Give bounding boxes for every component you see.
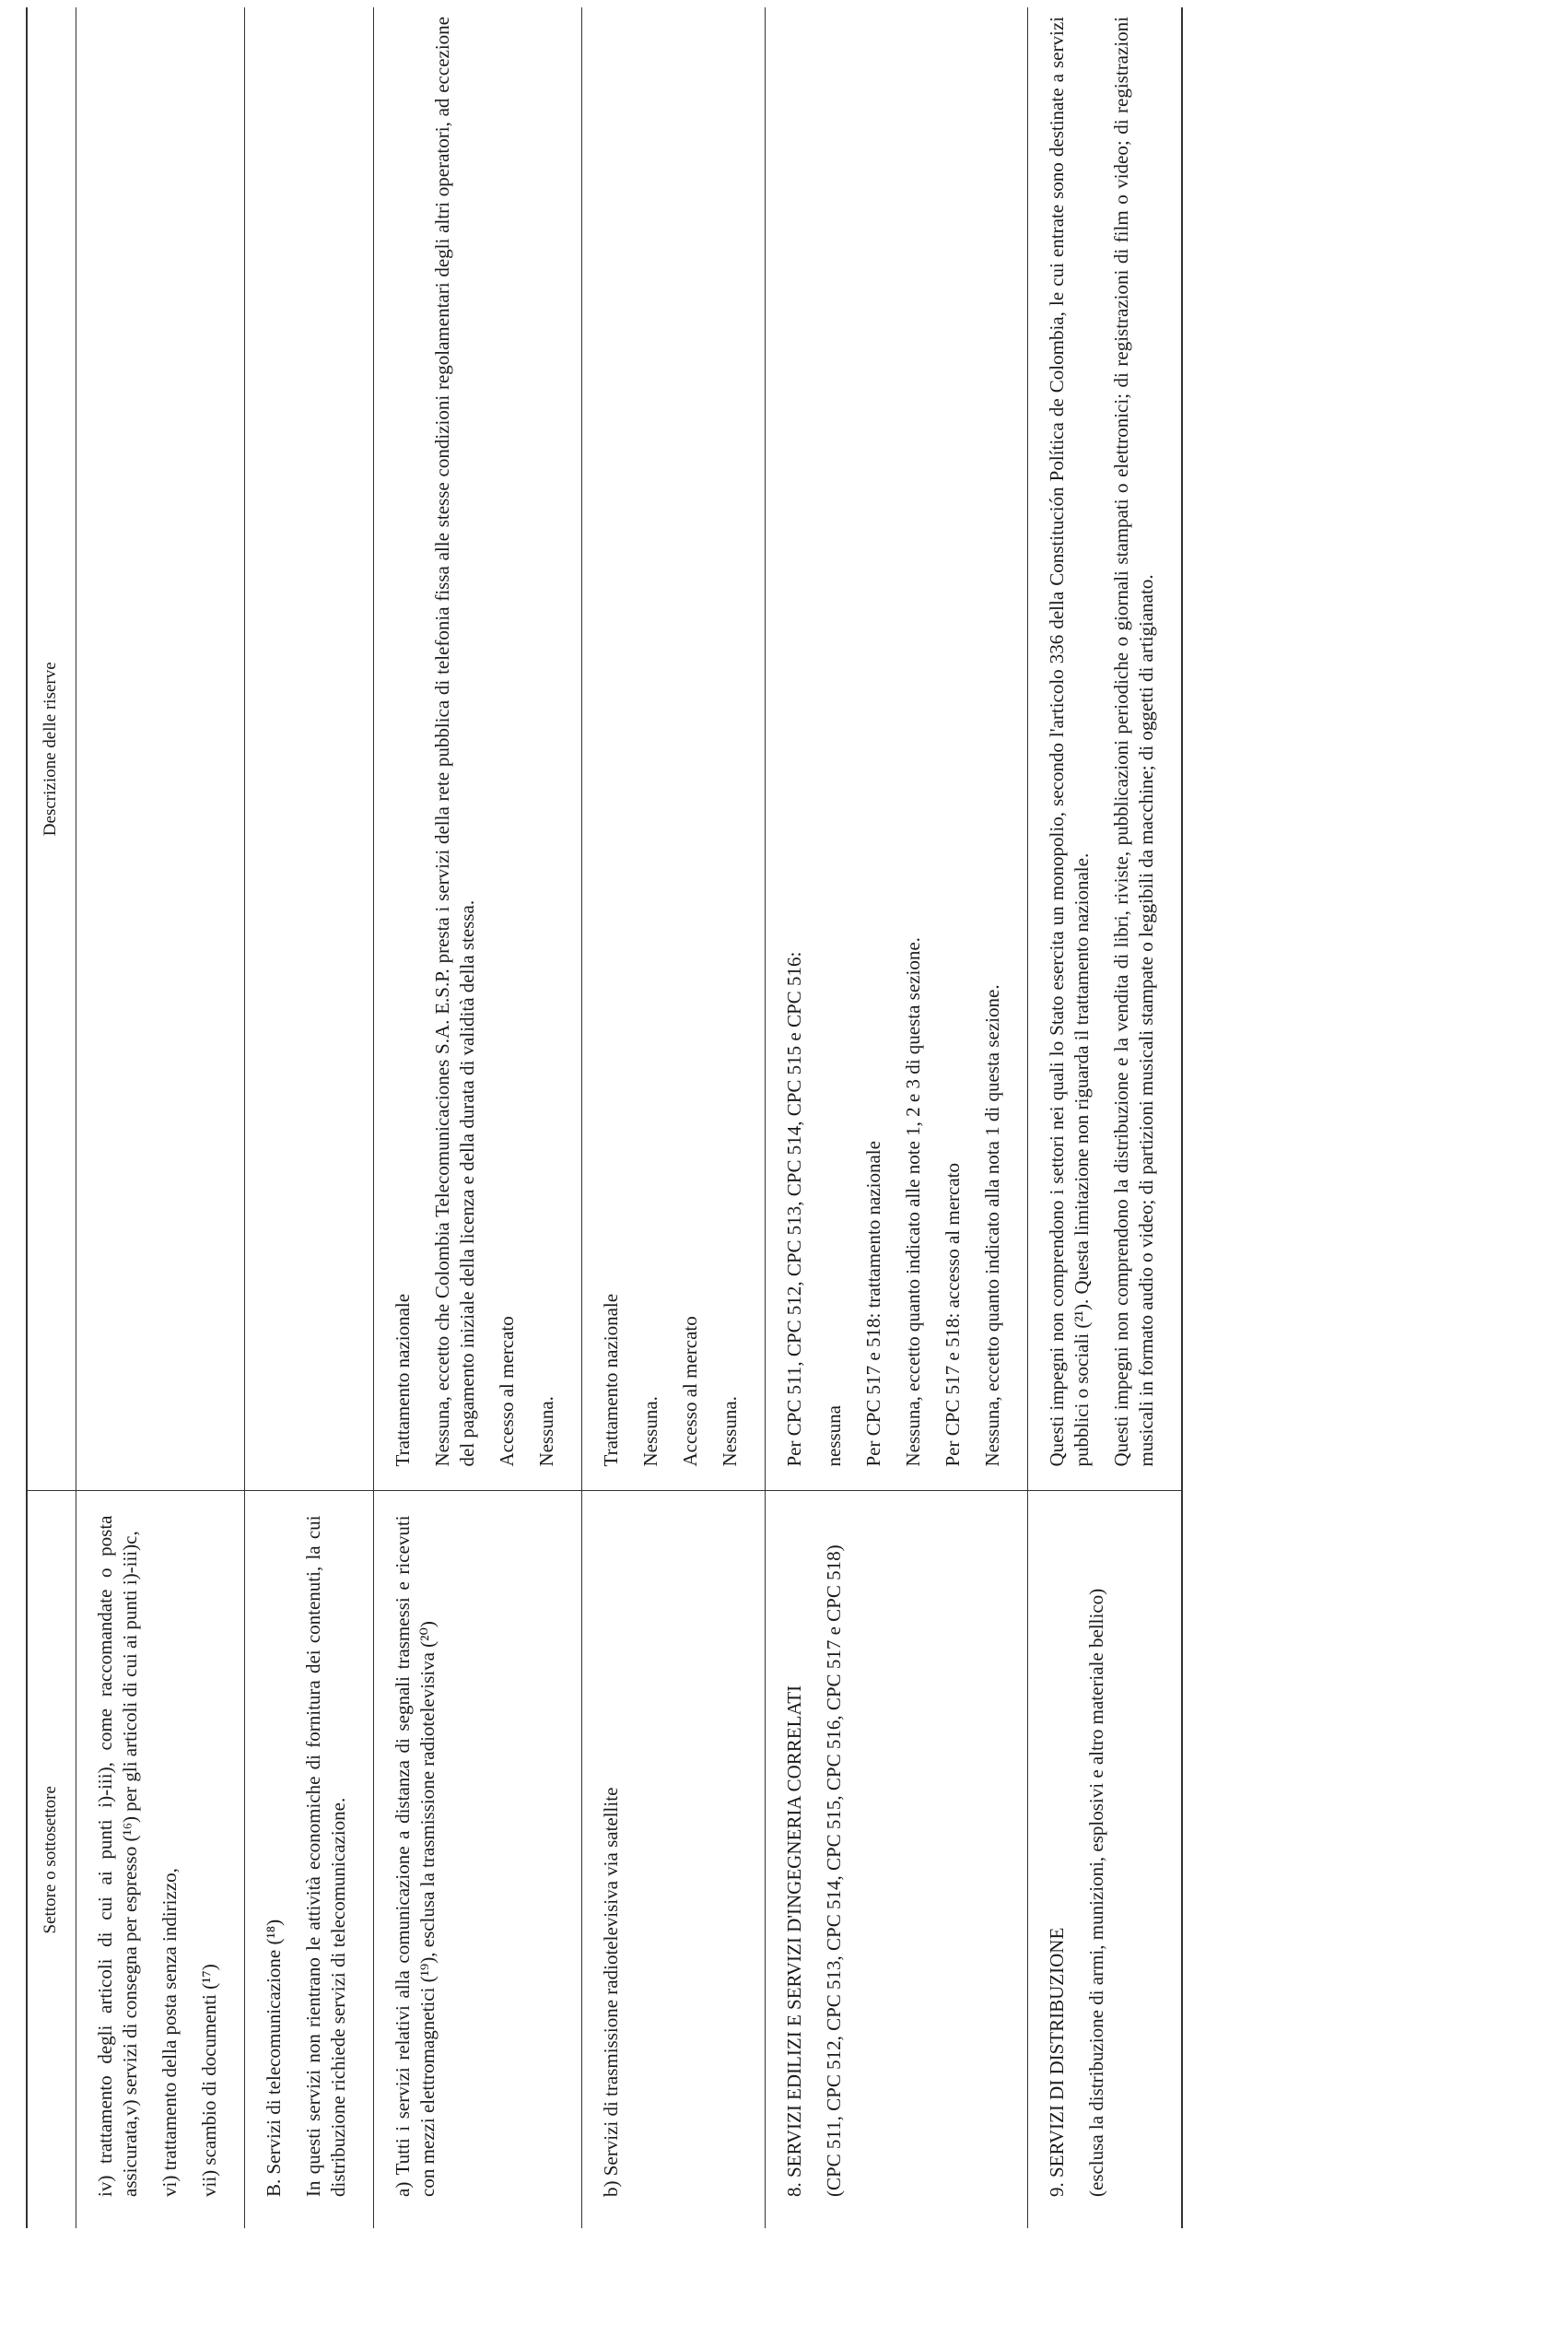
sector-text: iv) trattamento degli articoli di cui ai punti i)-iii), come raccomandate o posta assicurata,v) servizi di consegna per espresso (¹⁶) per gli articoli di cui ai punti i)-iii)c, [94,1515,141,2197]
sector-text: B. Servizi di telecomunicazione (¹⁸) [263,1919,285,2197]
description-text: Questi impegni non comprendono i settori nei quali lo Stato esercita un monopolio, secondo l'articolo 336 della Constitución Política de Colombia, le cui entrate sono destinate a servizi pubblici o sociali (²¹). Questa limitazione non riguarda il trattamento nazionale. [1046,17,1093,1467]
sector-text: (CPC 511, CPC 512, CPC 513, CPC 514, CPC 515, CPC 516, CPC 517 e CPC 518) [823,1544,845,2197]
sector-text: a) Tutti i servizi relativi alla comunicazione a distanza di segnali trasmessi e ricevuti con mezzi elettromagnetici (¹⁹), esclusa la trasmissione radiotelevisiva (²⁰) [392,1515,439,2197]
description-text: Trattamento nazionale [600,1293,622,1467]
sector-text: 8. SERVIZI EDILIZI E SERVIZI D'INGEGNERIA CORRELATI [783,1685,805,2197]
sector-text: vii) scambio di documenti (¹⁷) [198,1964,220,2197]
description-text: Accesso al mercato [496,1316,518,1467]
sector-text: In questi servizi non rientrano le attività economiche di fornitura dei contenuti, la cui distribuzione richiede servizi di telecomunicazione. [302,1515,349,2197]
header-description: Descrizione delle riserve [27,7,76,1491]
sector-cell [245,1491,374,2228]
sector-text: 9. SERVIZI DI DISTRIBUZIONE [1046,1927,1068,2197]
table-row [766,7,1028,2228]
description-cell [374,7,582,1491]
header-sector: Settore o sottosettore [27,1491,76,2228]
table-row [374,7,582,2228]
sector-cell [582,1491,766,2228]
description-text: Trattamento nazionale [392,1293,414,1467]
description-text: Nessuna. [535,1396,557,1467]
description-text: Nessuna, eccetto quanto indicato alla nota 1 di questa sezione. [981,984,1003,1467]
reservations-table [26,7,1183,2228]
description-cell [1028,7,1183,1491]
sector-cell [1028,1491,1183,2228]
sector-cell [374,1491,582,2228]
sector-text: b) Servizi di trasmissione radiotelevisiva via satellite [600,1787,622,2197]
description-text: Nessuna. [719,1396,741,1467]
sector-cell [766,1491,1028,2228]
description-text: Accesso al mercato [679,1316,701,1467]
table-row [1028,7,1183,2228]
description-text: Nessuna, eccetto che Colombia Telecomunicaciones S.A. E.S.P. presta i servizi della rete pubblica di telefonia fissa alle stesse condizioni regolamentari degli altri operatori, ad eccezione del pagamento iniziale della licenza e della durata di validità della stessa. [431,17,478,1467]
table-row [582,7,766,2228]
description-text: Questi impegni non comprendono la distribuzione e la vendita di libri, riviste, pubblicazioni periodiche o giornali stampati o elettronici; di registrazioni di film o video; di registrazioni musicali in formato audio o video; di partizioni musicali stampate o leggibili da macchine; di oggetti di artigianato. [1110,17,1157,1467]
description-cell [245,7,374,1491]
description-cell [582,7,766,1491]
description-text: Per CPC 517 e 518: trattamento nazionale [862,1141,884,1467]
description-text: Per CPC 511, CPC 512, CPC 513, CPC 514, CPC 515 e CPC 516: [783,951,805,1467]
sector-text: vi) trattamento della posta senza indirizzo, [158,1868,181,2197]
description-text: Nessuna, eccetto quanto indicato alle note 1, 2 e 3 di questa sezione. [902,937,924,1467]
description-text: nessuna [823,1405,845,1467]
table-header-row [27,7,76,2228]
table-row [76,7,245,2228]
sector-cell [76,1491,245,2228]
description-cell [76,7,245,1491]
description-text: Nessuna. [639,1396,661,1467]
sector-text: (esclusa la distribuzione di armi, munizioni, esplosivi e altro materiale bellico) [1085,1588,1107,2197]
table-row [245,7,374,2228]
description-text: Per CPC 517 e 518: accesso al mercato [942,1163,964,1467]
description-cell [766,7,1028,1491]
